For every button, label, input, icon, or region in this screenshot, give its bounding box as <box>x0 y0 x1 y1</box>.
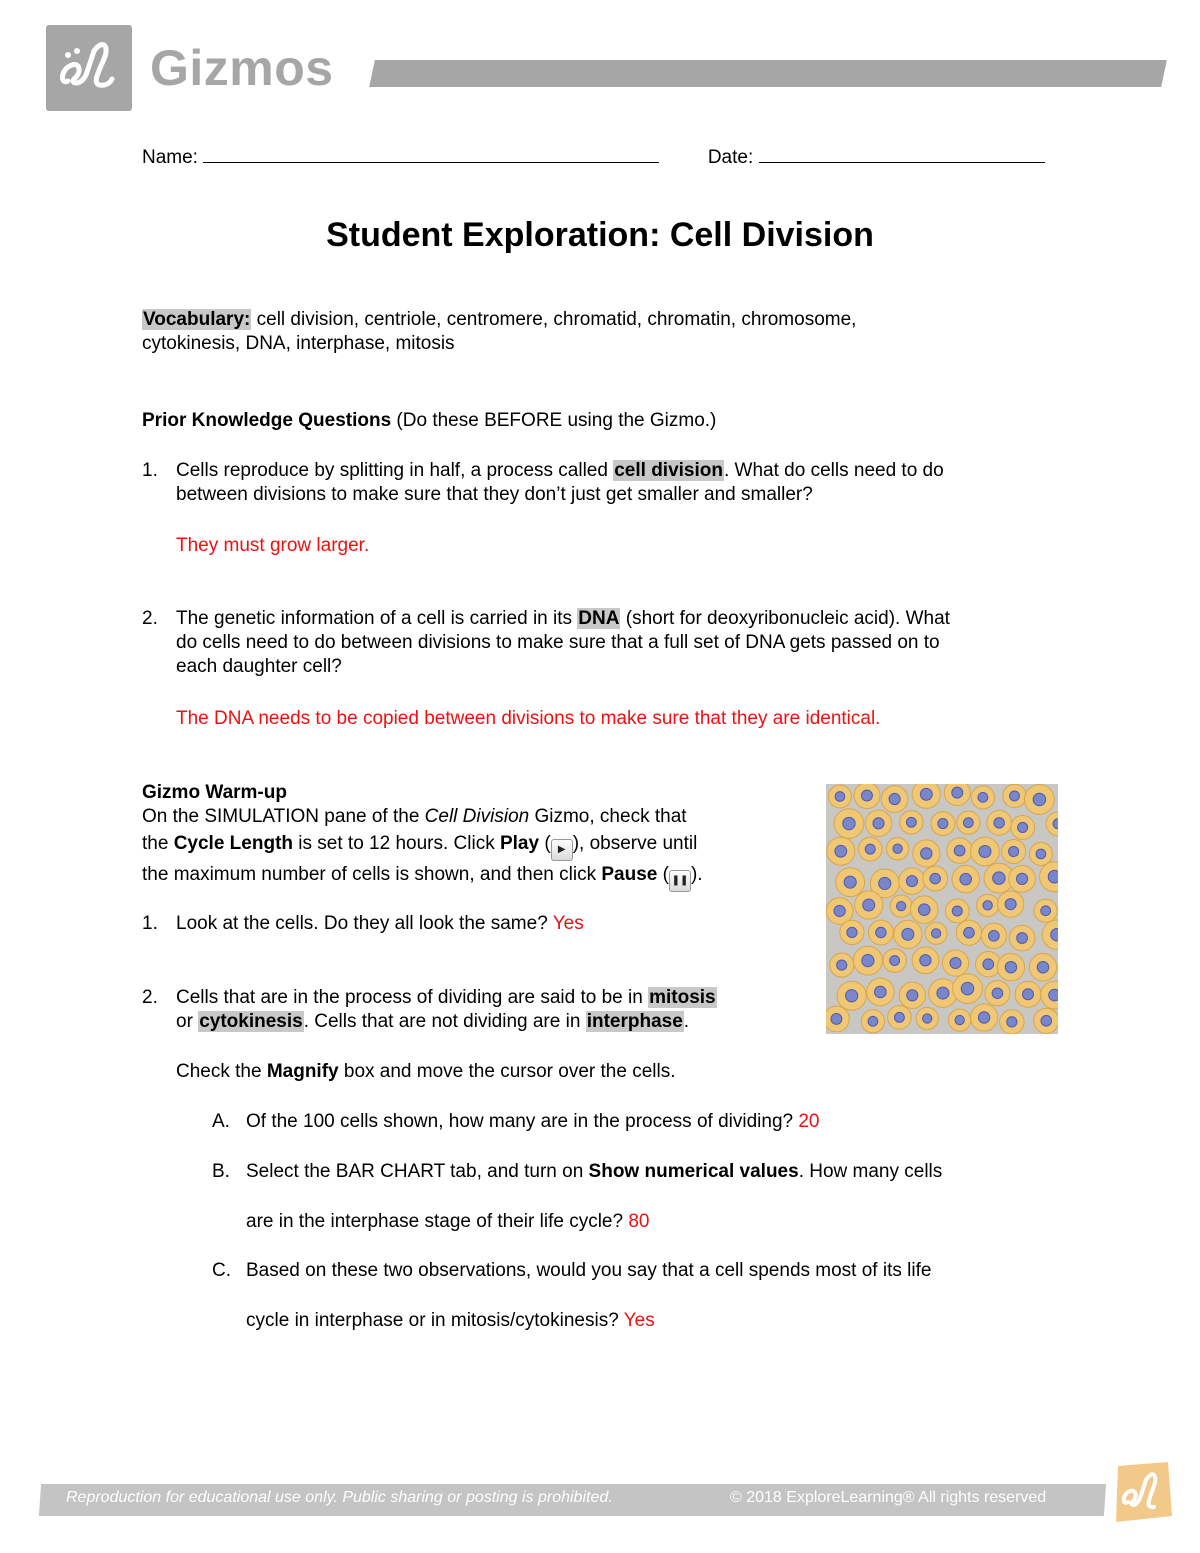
footer-notice: Reproduction for educational use only. Public sharing or posting is prohibited. <box>66 1489 613 1506</box>
cell <box>853 946 882 975</box>
cell <box>910 896 938 924</box>
cell <box>985 981 1010 1006</box>
cell <box>836 868 865 897</box>
cell <box>865 810 891 836</box>
cell <box>998 891 1024 917</box>
page-title: Student Exploration: Cell Division <box>326 216 874 254</box>
cell <box>867 978 895 1006</box>
cell <box>1025 785 1055 815</box>
header-bar <box>369 60 1167 87</box>
cell <box>854 784 880 809</box>
cell <box>952 865 979 892</box>
footer-copyright: © 2018 ExploreLearning® All rights reserved <box>730 1489 1047 1506</box>
cell <box>900 811 923 834</box>
cell <box>888 1006 912 1030</box>
cell <box>827 837 855 865</box>
prior-question-1: 1. Cells reproduce by splitting in half, a process called cell division. What do cells need to do between divisions to make sure that they don’t just get smaller and smaller? <box>142 460 944 505</box>
cell <box>1040 862 1058 892</box>
cell <box>1034 1008 1058 1033</box>
cell <box>953 974 983 1004</box>
sub-question-b: B. Select the BAR CHART tab, and turn on Show numerical values. How many cells are in the interphase stage of their life cycle? 80 <box>212 1161 943 1232</box>
cell <box>1029 842 1052 865</box>
sub-question-c: C. Based on these two observations, would you say that a cell spends most of its life cycle in interphase or in mitosis/cytokinesis? Yes <box>212 1260 932 1331</box>
cell <box>947 838 973 864</box>
name-field[interactable] <box>203 144 659 163</box>
cell <box>913 840 940 867</box>
cell <box>912 947 939 974</box>
prior-knowledge-heading: Prior Knowledge Questions (Do these BEFORE using the Gizmo.) <box>142 410 717 431</box>
vocabulary-terms-2: cytokinesis, DNA, interphase, mitosis <box>142 333 455 354</box>
cell <box>830 953 854 977</box>
warmup-question-1: 1. Look at the cells. Do they all look the same? Yes <box>142 913 584 934</box>
cell <box>886 838 908 860</box>
magnify-instruction: Check the Magnify box and move the cursor over the cells. <box>176 1061 676 1082</box>
cell <box>945 899 969 923</box>
name-date-line <box>142 144 1045 169</box>
warmup-heading: Gizmo Warm-up <box>142 782 287 803</box>
name-label: Name: <box>142 147 198 168</box>
cell <box>1003 784 1026 807</box>
cell <box>1042 920 1058 949</box>
cell <box>987 810 1012 835</box>
warmup-question-2: 2. Cells that are in the process of dividing are said to be in mitosis or cytokinesis. Cells that are not dividing are in interphase. <box>142 987 716 1032</box>
cell <box>970 1004 997 1031</box>
cell <box>1002 839 1026 863</box>
warmup-intro: Gizmo Warm-up On the SIMULATION pane of the Cell Division Gizmo, check that the Cycle Length is set to 12 hours. Click Play ( ▶ ), observe until the maximum number of cells is shown, and then click Pause ( ❚❚ ). <box>142 782 812 892</box>
play-icon: ▶ <box>551 839 573 861</box>
cell <box>840 920 864 944</box>
cell <box>1029 954 1056 981</box>
cells-simulation-image <box>826 784 1058 1034</box>
cell <box>971 837 1000 866</box>
cell <box>923 866 948 891</box>
footer-logo-icon <box>1108 1460 1174 1526</box>
answer-2: The DNA needs to be copied between divisions to make sure that they are identical. <box>176 708 881 729</box>
cell <box>956 920 981 945</box>
cell <box>957 811 980 834</box>
cell <box>828 785 851 808</box>
cell <box>826 1006 849 1032</box>
cell <box>899 868 925 894</box>
cell <box>881 786 908 813</box>
cell <box>942 950 968 976</box>
date-label: Date: <box>707 147 754 168</box>
sub-question-a: A. Of the 100 cells shown, how many are in the process of dividing? 20 <box>212 1111 820 1132</box>
cell <box>1046 812 1058 836</box>
cell <box>890 895 912 917</box>
prior-question-2: 2. The genetic information of a cell is carried in its DNA (short for deoxyribonucleic acid). What do cells need to do between divisions to make sure that a full set of DNA gets passed on to each daughter cell? <box>142 608 950 677</box>
vocabulary <box>142 308 1042 356</box>
cell <box>1034 899 1057 922</box>
cell <box>1041 981 1058 1009</box>
gizmos-logo-icon <box>46 25 132 111</box>
cell <box>931 812 955 836</box>
cell <box>883 949 906 972</box>
cell <box>916 1007 938 1029</box>
cell <box>1015 981 1041 1007</box>
cell <box>971 786 994 809</box>
cell <box>858 837 882 861</box>
answer-1: They must grow larger. <box>176 535 370 556</box>
cell <box>1011 815 1035 839</box>
cell <box>899 982 925 1008</box>
cell <box>944 784 970 806</box>
cell <box>976 894 998 916</box>
cell <box>894 920 922 948</box>
cell <box>912 784 940 808</box>
cell <box>949 1009 971 1031</box>
cell <box>925 922 947 944</box>
cell <box>855 891 883 919</box>
vocabulary-label: Vocabulary: <box>143 309 251 330</box>
cell <box>1000 1010 1024 1034</box>
cell <box>834 809 864 839</box>
cell <box>1009 866 1036 893</box>
cell <box>861 1010 884 1033</box>
brand-title: Gizmos <box>150 40 334 96</box>
cell <box>837 981 866 1010</box>
cell <box>981 923 1006 948</box>
date-field[interactable] <box>759 144 1045 163</box>
cell <box>1009 925 1035 951</box>
cell <box>997 954 1024 981</box>
pause-icon: ❚❚ <box>669 870 691 892</box>
cell <box>868 920 893 945</box>
vocabulary-terms-1: cell division, centriole, centromere, chromatid, chromatin, chromosome, <box>251 309 857 330</box>
